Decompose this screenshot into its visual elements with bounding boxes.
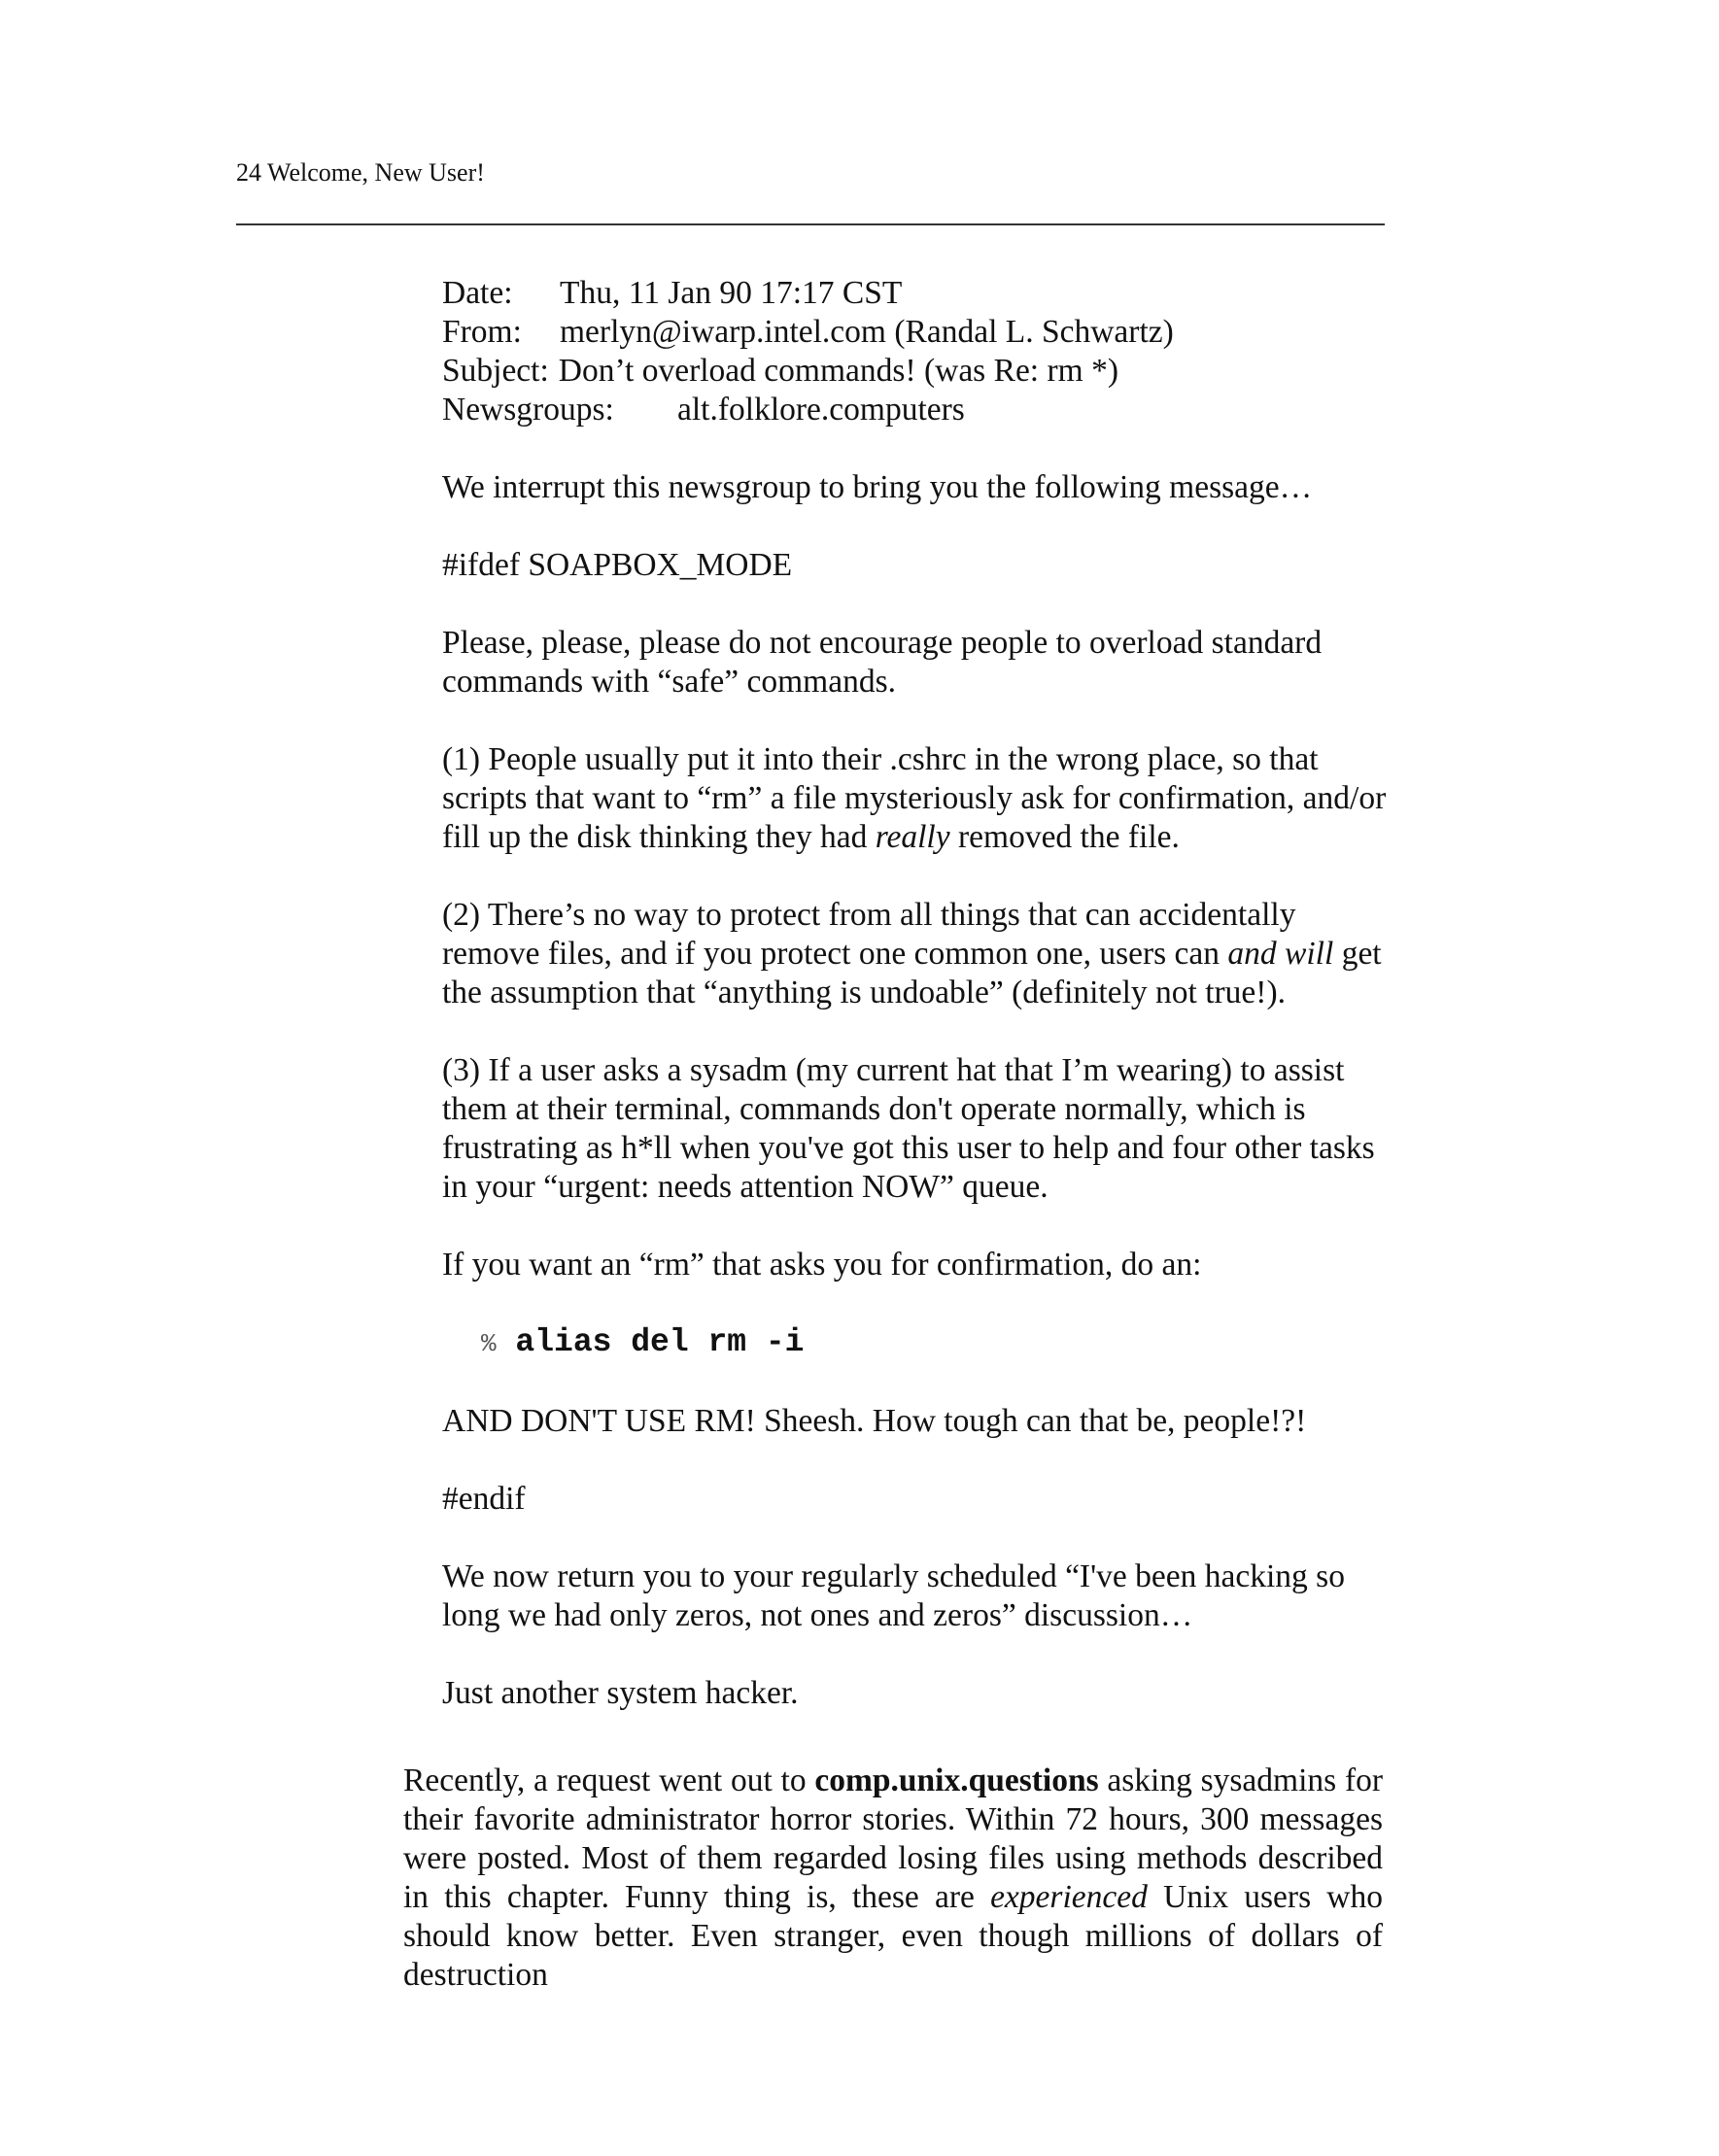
shell-command: alias del rm -i (515, 1324, 805, 1360)
outro-paragraph: We now return you to your regularly scheduled “I've been hacking so long we had only zeros, not ones and zeros” discussion… (442, 1558, 1345, 1633)
suggestion-line: If you want an “rm” that asks you for confirmation, do an: (442, 1247, 1202, 1283)
shout-line: AND DON'T USE RM! Sheesh. How tough can that be, people!?! (442, 1403, 1307, 1439)
header-subject (442, 352, 1394, 391)
header-newsgroups (442, 391, 1394, 429)
point-1-emphasis: really (875, 819, 950, 855)
header-rule (236, 223, 1385, 225)
endif-line: #endif (442, 1481, 526, 1517)
shell-prompt: % (481, 1329, 497, 1358)
point-2-emphasis: and will (1227, 936, 1334, 972)
newsgroups-value: alt.folklore.computers (677, 392, 965, 428)
date-value: Thu, 11 Jan 90 17:17 CST (560, 275, 903, 311)
intro-line: We interrupt this newsgroup to bring you the following message… (442, 469, 1313, 505)
date-label: Date: (442, 275, 513, 311)
quoted-message (442, 274, 1394, 1752)
newsgroups-label: Newsgroups: (442, 392, 614, 428)
subject-label: Subject: (442, 353, 549, 389)
point-1-paragraph (442, 740, 1394, 857)
body-text-3: Unix users who should know better. Even stranger, even though millions of dollars of destruction (403, 1879, 1383, 1993)
ifdef-line: #ifdef SOAPBOX_MODE (442, 547, 793, 583)
point-2-text-b: get the assumption that “anything is undoable” (definitely not true!). (442, 936, 1382, 1010)
from-label: From: (442, 314, 522, 350)
point-1-text-a: (1) People usually put it into their .cshrc in the wrong place, so that scripts that want to “rm” a file mysteriously ask for confirmation, and/or fill up the disk thinking they had (442, 741, 1387, 855)
body-paragraph (403, 1762, 1383, 1995)
running-head: 24 Welcome, New User! (236, 158, 485, 187)
header-date (442, 274, 1394, 313)
subject-value: Don’t overload commands! (was Re: rm *) (558, 353, 1118, 389)
experienced-italic: experienced (990, 1879, 1148, 1915)
from-value: merlyn@iwarp.intel.com (Randal L. Schwartz) (560, 314, 1174, 350)
point-1-text-b: removed the file. (949, 819, 1180, 855)
body-text-1: Recently, a request went out to (403, 1762, 815, 1798)
code-example (481, 1323, 1394, 1363)
plea-paragraph: Please, please, please do not encourage people to overload standard commands with “safe” commands. (442, 625, 1323, 700)
point-2-paragraph (442, 896, 1394, 1012)
header-from (442, 313, 1394, 352)
point-2-text-a: (2) There’s no way to protect from all things that can accidentally remove files, and if you protect one common one, users can (442, 897, 1296, 972)
signoff-line: Just another system hacker. (442, 1675, 799, 1711)
body-text-2: asking sysadmins for their favorite administrator horror stories. Within 72 hours, 300 messages were posted. Most of them regarded losing files using methods described in this chapter. Funny thing is, these are (403, 1762, 1384, 1915)
point-3-paragraph: (3) If a user asks a sysadm (my current hat that I’m wearing) to assist them at their terminal, commands don't operate normally, which is frustrating as h*ll when you've got this user to help and four other tasks in your “urgent: needs attention NOW” queue. (442, 1052, 1375, 1205)
newsgroup-name-bold: comp.unix.questions (814, 1762, 1099, 1798)
